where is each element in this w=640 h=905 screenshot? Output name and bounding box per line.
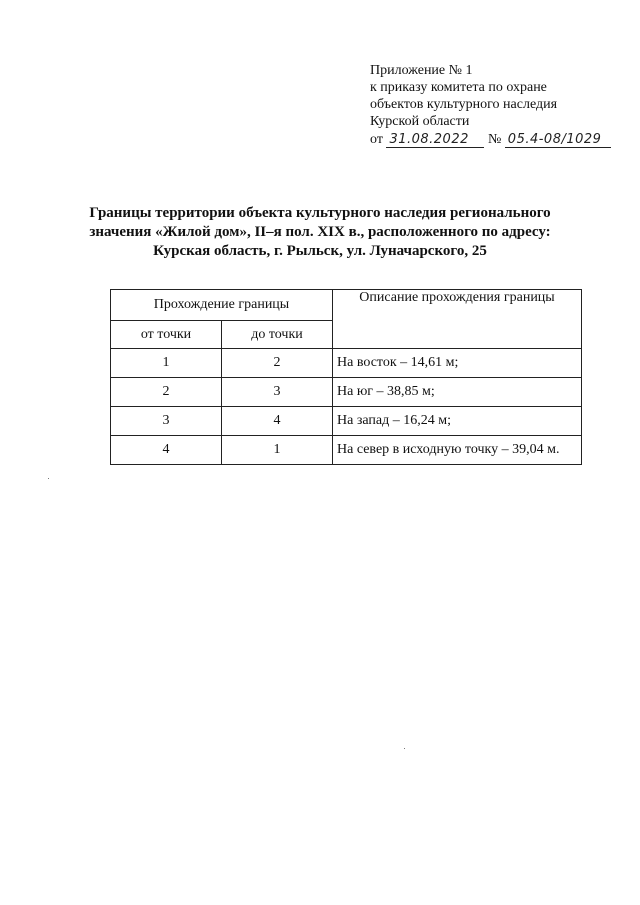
cell-from-point: 3 (111, 407, 222, 436)
appendix-header (370, 62, 632, 148)
table-row (111, 349, 582, 378)
cell-from-point: 1 (111, 349, 222, 378)
cell-to-point: 4 (222, 407, 333, 436)
table-row (111, 378, 582, 407)
boundary-table (110, 289, 582, 465)
cell-description: На север в исходную точку – 39,04 м. (333, 436, 582, 465)
header-passage: Прохождение границы (111, 290, 333, 321)
cell-from-point: 4 (111, 436, 222, 465)
title-line-2: значения «Жилой дом», II–я пол. XIX в., расположенного по адресу: (89, 224, 551, 240)
header-from-point: от точки (111, 321, 222, 349)
document-title (60, 204, 580, 261)
order-reference (370, 131, 632, 148)
title-line-1: Границы территории объекта культурного наследия регионального (89, 205, 551, 221)
table-header-row (111, 290, 582, 321)
from-prefix: от (370, 132, 383, 147)
cell-description: На восток – 14,61 м; (333, 349, 582, 378)
scan-speck (404, 748, 405, 749)
handwritten-number: 05.4-08/1029 (505, 133, 611, 148)
appendix-line-order: к приказу комитета по охране (370, 80, 547, 95)
table-row (111, 436, 582, 465)
appendix-line-committee: объектов культурного наследия (370, 97, 558, 112)
appendix-title: Приложение № 1 (370, 63, 473, 78)
appendix-line-region: Курской области (370, 114, 470, 129)
cell-description: На запад – 16,24 м; (333, 407, 582, 436)
number-prefix: № (487, 132, 502, 147)
cell-description: На юг – 38,85 м; (333, 378, 582, 407)
header-description: Описание прохождения границы (333, 290, 582, 349)
header-to-point: до точки (222, 321, 333, 349)
handwritten-date: 31.08.2022 (386, 133, 484, 148)
cell-to-point: 3 (222, 378, 333, 407)
cell-to-point: 2 (222, 349, 333, 378)
scan-speck (48, 478, 49, 479)
cell-from-point: 2 (111, 378, 222, 407)
table-row (111, 407, 582, 436)
cell-to-point: 1 (222, 436, 333, 465)
title-line-3: Курская область, г. Рыльск, ул. Луначарского, 25 (153, 243, 487, 259)
